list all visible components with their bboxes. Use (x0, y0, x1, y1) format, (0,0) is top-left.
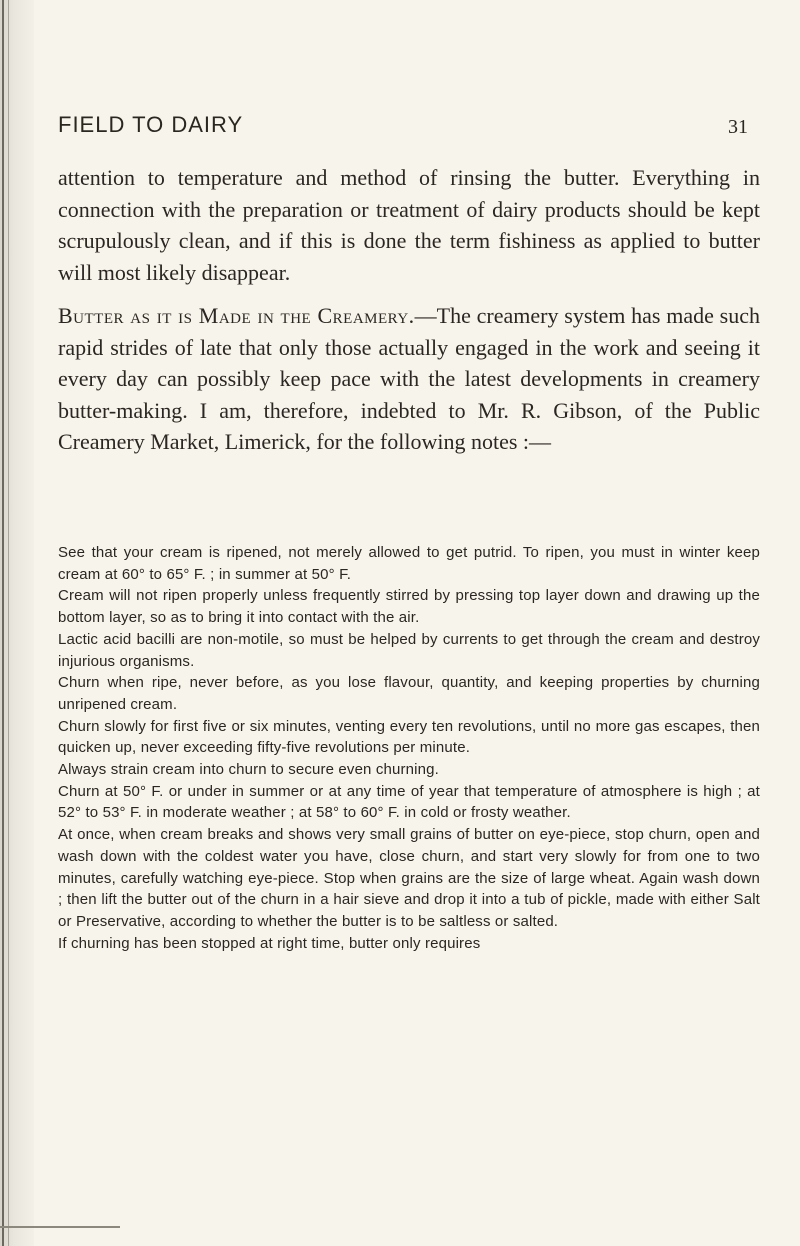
note-stirring: Cream will not ripen properly unless frequently stirred by pressing top layer down and drawing up the bottom layer, so as to bring it into contact with the air. (58, 587, 760, 627)
note-churn-temperature: Churn at 50° F. or under in summer or at any time of year that temperature of atmosphere is high ; at 52° to 53° F. in moderate weather ; at 58° to 60° F. in cold or frosty weather. (58, 782, 760, 822)
running-head-title: FIELD TO DAIRY (58, 112, 244, 137)
paragraph-creamery-body: —The creamery system has made such rapid strides of late that only those actually engaged in the work and seeing it every day can possibly keep pace with the latest developments in creamery butter-making. I am, therefore, indebted to Mr. R. Gibson, of the Public Creamery Market, Limerick, for the following notes :— (58, 303, 760, 454)
spine-edge-line (2, 0, 4, 1246)
paragraph-creamery (58, 300, 760, 458)
note-stopped-right-time: If churning has been stopped at right time, butter only requires (58, 934, 481, 952)
paragraph-fishiness: attention to temperature and method of rinsing the butter. Everything in connection with the preparation or treatment of dairy products should be kept scrupulously clean, and if this is done the term fishiness as applied to butter will most likely disappear. (58, 165, 760, 285)
running-head (58, 112, 760, 142)
note-lactic-acid: Lactic acid bacilli are non-motile, so must be helped by currents to get through the cream and destroy injurious organisms. (58, 630, 760, 670)
page-number: 31 (728, 116, 748, 138)
note-ripening: See that your cream is ripened, not merely allowed to get putrid. To ripen, you must in winter keep cream at 60° to 65° F. ; in summer at 50° F. (58, 544, 760, 583)
spine-inner-line (8, 0, 9, 1246)
note-strain-cream: Always strain cream into churn to secure even churning. (58, 761, 439, 779)
note-churn-when-ripe: Churn when ripe, never before, as you lose flavour, quantity, and keeping properties by churning unripened cream. (58, 674, 760, 713)
main-text (58, 162, 760, 458)
book-spine-margin (0, 0, 34, 1246)
note-wash-down: At once, when cream breaks and shows very small grains of butter on eye-piece, stop churn, open and wash down with the coldest water you have, close churn, and start very slowly for from one to two minutes, carefully watching eye-piece. Stop when grains are the size of large wheat. Again wash down ; then lift the butter out of the churn in a hair sieve and drop it into a tub of pickle, made with either Salt or Preservative, according to whether the butter is to be saltless or salted. (58, 826, 760, 930)
bottom-edge-line (0, 1226, 120, 1228)
gibson-notes (58, 542, 760, 954)
note-churn-slowly: Churn slowly for first five or six minutes, venting every ten revolutions, until no more gas escapes, then quicken up, never exceeding fifty-five revolutions per minute. (58, 717, 760, 757)
section-heading-creamery: Butter as it is Made in the Creamery. (58, 303, 415, 328)
